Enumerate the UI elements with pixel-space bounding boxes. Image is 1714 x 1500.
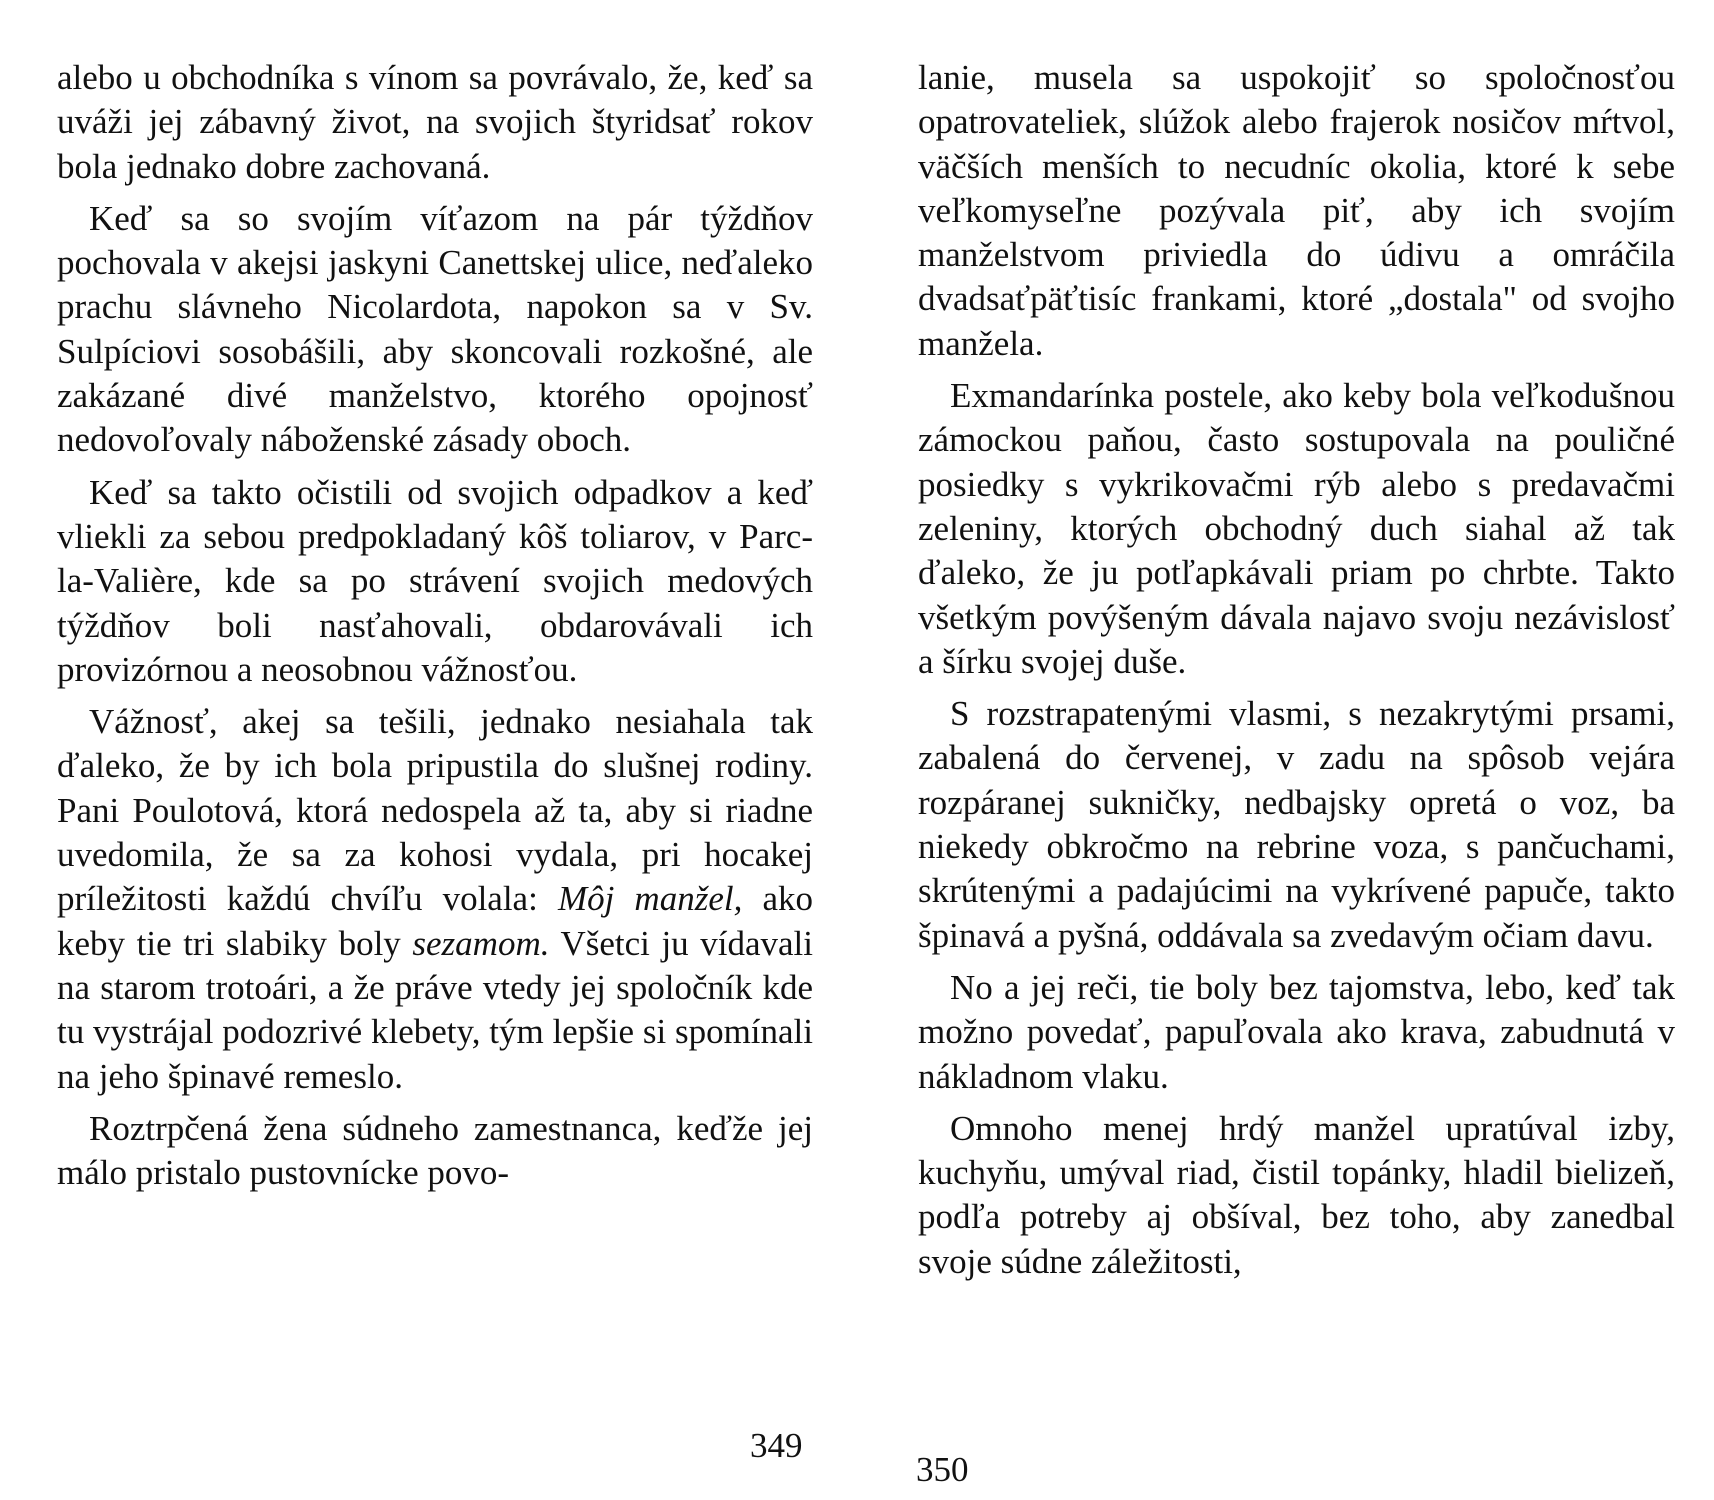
- right-page: [857, 0, 1714, 1500]
- left-paragraph-5: Roztrpčená žena súdneho zamestnanca, keďže jej málo pristalo pustovnícke povo-: [57, 1108, 813, 1193]
- left-paragraph-4: [57, 700, 813, 1099]
- left-paragraph-4-italic-1: Môj manžel,: [557, 879, 743, 919]
- left-paragraph-4-part-3: Všetci ju vídavali na starom trotoári, a že práve vtedy jej spoločník kde tu vystrájal podozrivé klebety, tým lepšie si spomínali na jeho špinavé remeslo.: [57, 923, 814, 1096]
- left-paragraph-2: Keď sa so svojím víťazom na pár týždňov pochovala v akejsi jaskyni Canettskej ulice, neďaleko prachu slávneho Nicolardota, napokon sa v Sv. Sulpíciovi sosobášili, aby skoncovali rozkošné, ale zakázané divé manželstvo, ktorého opojnosť nedovoľovaly náboženské zásady oboch.: [57, 198, 813, 460]
- right-paragraph-1: lanie, musela sa uspokojiť so spoločnosťou opatrovateliek, slúžok alebo frajerok nosičov mŕtvol, väčších menších to necudníc okolia, ktoré k sebe veľkomyseľne pozývala piť, aby ich svojím manželstvom priviedla do údivu a omráčila dvadsaťpäťtisíc frankami, ktoré „dostala" od svojho manžela.: [918, 58, 1675, 363]
- left-page-number: 349: [750, 1426, 803, 1465]
- right-page-number: 350: [916, 1450, 969, 1489]
- right-paragraph-5: Omnoho menej hrdý manžel upratúval izby, kuchyňu, umýval riad, čistil topánky, hladil bielizeň, podľa potreby aj obšíval, bez toho, aby zanedbal svoje súdne záležitosti,: [918, 1108, 1675, 1281]
- left-page-text-column: [57, 56, 813, 1195]
- right-paragraph-2: Exmandarínka postele, ako keby bola veľkodušnou zámockou paňou, často sostupovala na pouličné posiedky s vykrikovačmi rýb alebo s predavačmi zeleniny, ktorých obchodný duch siahal až tak ďaleko, že ju potľapkávali priam po chrbte. Takto všetkým povýšeným dávala najavo svoju nezávislosť a šírku svojej duše.: [918, 376, 1675, 681]
- left-paragraph-1: alebo u obchodníka s vínom sa povrávalo, že, keď sa uváži jej zábavný život, na svojich štyridsať rokov bola jednako dobre zachovaná.: [57, 58, 813, 186]
- left-paragraph-4-italic-2: sezamom.: [412, 923, 550, 963]
- left-paragraph-4-part-2: ako keby tie tri slabiky boly: [57, 879, 813, 963]
- right-paragraph-4: No a jej reči, tie boly bez tajomstva, lebo, keď tak možno povedať, papuľovala ako krava, zabudnutá v nákladnom vlaku.: [918, 967, 1675, 1096]
- left-paragraph-4-part-1: Vážnosť, akej sa tešili, jednako nesiahala tak ďaleko, že by ich bola pripustila do slušnej rodiny. Pani Poulotová, ktorá nedospela až ta, aby si riadne uvedomila, že sa za kohosi vydala, pri hocakej príležitosti každú chvíľu volala:: [57, 702, 813, 919]
- right-paragraph-3: S rozstrapatenými vlasmi, s nezakrytými prsami, zabalená do červenej, v zadu na spôsob vejára rozpáranej sukničky, nedbajsky opretá o voz, ba niekedy obkročmo na rebrine voza, s pančuchami, skrútenými a padajúcimi na vykrívené papuče, takto špinavá a pyšná, oddávala sa zvedavým očiam davu.: [918, 694, 1675, 955]
- left-paragraph-3: Keď sa takto očistili od svojich odpadkov a keď vliekli za sebou predpokladaný kôš toliarov, v Parc-la-Valière, kde sa po strávení svojich medových týždňov boli nasťahovali, obdarovávali ich provizórnou a neosobnou vážnosťou.: [57, 472, 813, 689]
- right-page-text-column: [918, 56, 1675, 1284]
